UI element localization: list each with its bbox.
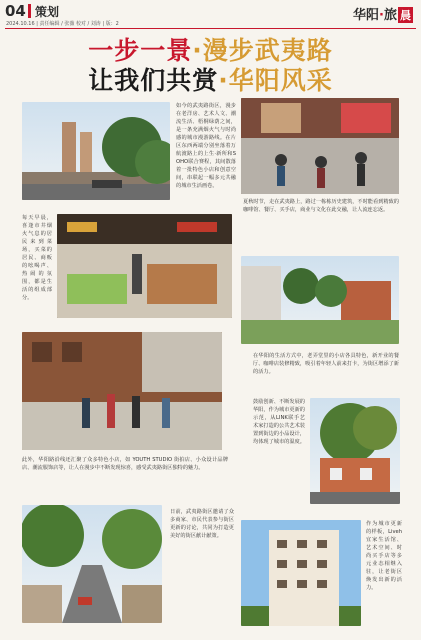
- photo-garden: [241, 256, 399, 344]
- headline-1a: 一步一景: [88, 36, 193, 65]
- section-divider: [28, 4, 31, 18]
- photo-boulevard-art: [22, 505, 162, 623]
- brand-prefix: 华阳: [353, 8, 380, 23]
- section-name: 策划: [35, 5, 60, 19]
- photo-pedestrians: [22, 332, 222, 450]
- date-line: 2024.10.16 | 责任编辑 / 张薇 校对 / 刘涛 | 版：2: [6, 21, 119, 27]
- page-number: 04: [5, 2, 26, 20]
- headline-2b: ·华阳风采: [218, 66, 333, 95]
- photo-street-towers: [22, 102, 170, 200]
- photo-shopping-street-art: [241, 98, 399, 194]
- paragraph-4: 在华阳的生活方式中，老弄堂里的小店各具特色，新开业的餐厅、咖啡店装修精致，吸引着年轻人前来打卡，为街区增添了新的活力。: [253, 353, 399, 375]
- photo-shopping-street: [241, 98, 399, 194]
- headline-line-2: [0, 66, 421, 96]
- photo-apartment: [241, 520, 361, 626]
- photo-pedestrians-art: [22, 332, 222, 450]
- paragraph-8: 日前，武夷路街区邀请了众多商家、市民代表参与街区更新的讨论，共同为打造更美好的街区献计献策。: [170, 509, 234, 539]
- photo-autumn-house: [310, 398, 400, 504]
- headline-line-1: [0, 36, 421, 66]
- brand-badge: 晨: [400, 9, 411, 22]
- photo-street-towers-art: [22, 102, 170, 200]
- page-header: [0, 0, 421, 30]
- brand-mid: ·: [379, 8, 384, 23]
- photo-apartment-art: [241, 520, 361, 626]
- header-rule: [5, 28, 416, 29]
- photo-boulevard: [22, 505, 162, 623]
- paragraph-5: 此外，华阳路沿线还汇聚了众多特色小店，如 YOUTH STUDIO 街拍店、小众设计品牌店、潮流服饰店等，让人在漫步中不断发现惊喜，感受武夷路街区独特的魅力。: [22, 457, 228, 471]
- photo-garden-art: [241, 256, 399, 344]
- paragraph-3: 夏秋时节，走在武夷路上，路过一栋栋历史建筑，不时能看到精致的咖啡馆、餐厅、买手店，商业与文化在此交融，让人流连忘返。: [243, 199, 399, 213]
- paragraph-1: 如今的武夷路街区，漫步在老洋房、艺术人文、潮流生活、梧桐绿荫之间，是一条充满烟火气与时尚感的城市漫游路线。在片区东西两端分别坐落着万航渡路上的上生·新所和SOHO联合赛程，其间散落着一批特色小店和创意空间，串联起一幅多元共融的城市生活画卷。: [176, 103, 236, 189]
- photo-market: [57, 214, 232, 318]
- photo-autumn-house-art: [310, 398, 400, 504]
- headline-1b: ·漫步武夷路: [192, 36, 333, 65]
- paragraph-9: 作为城市更新的样板，Liveh宜家生活馆、艺术空间、时尚买手店等多元业态相继入驻，让老街区焕发出新的活力。: [366, 521, 402, 591]
- brand-mark: [353, 4, 413, 23]
- photo-market-art: [57, 214, 232, 318]
- paragraph-7: 鼓励创新、不断发展的华阳，作为城市更新的示范，从LINK联手艺术家打造的公共艺术装置到街边的小品设计，均体现了城市的温度。: [253, 399, 305, 445]
- paragraph-2: 每天早晨，喜逢市井烟火气息的居民来到菜场，买菜的居民、商贩的吆喝声、热闹的氛围，都是生活的组成部分。: [22, 215, 52, 301]
- headline-2a: 让我们共赏: [88, 66, 219, 95]
- brand-suffix: 旅: [383, 8, 397, 23]
